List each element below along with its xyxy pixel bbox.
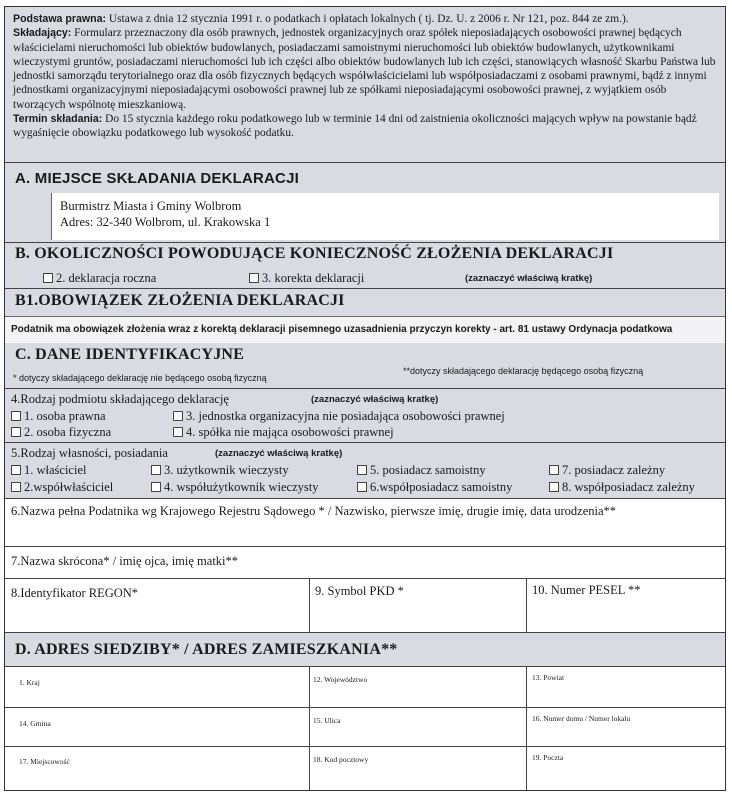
- section-d-grid: [5, 667, 725, 790]
- field-8-label: 8.Identyfikator REGON*: [11, 586, 139, 600]
- checkbox[interactable]: [151, 482, 161, 492]
- field-4-title: 4.Rodzaj podmiotu składającego deklarację: [11, 392, 229, 406]
- field-7[interactable]: [5, 547, 725, 579]
- field-4-hint: (zaznaczyć właściwą kratkę): [311, 394, 439, 405]
- field-commune[interactable]: 14. Gmina: [19, 719, 51, 728]
- field-9-label: 9. Symbol PKD *: [315, 584, 404, 598]
- section-b1-title: B1.OBOWIĄZEK ZŁOŻENIA DEKLARACJI: [15, 292, 345, 309]
- field-6[interactable]: [5, 499, 725, 547]
- section-a-content: [51, 193, 719, 240]
- section-c-title: C. DANE IDENTYFIKACYJNE: [15, 346, 245, 363]
- checkbox[interactable]: [357, 465, 367, 475]
- field-5-opt-1-label: 1. właściciel: [24, 463, 87, 477]
- field-6-label: 6.Nazwa pełna Podatnika wg Krajowego Rejestru Sądowego * / Nazwisko, pierwsze imię, drugie imię, data urodzenia**: [11, 504, 617, 518]
- office-address: Adres: 32-340 Wolbrom, ul. Krakowska 1: [60, 215, 271, 229]
- intro-text: [13, 12, 717, 141]
- divider: [526, 667, 527, 790]
- divider: [309, 579, 310, 633]
- section-b1: [5, 289, 725, 343]
- field-4-opt-4[interactable]: [173, 425, 394, 440]
- field-4: [5, 389, 725, 443]
- field-5-opt-5[interactable]: [357, 463, 486, 478]
- checkbox[interactable]: [11, 482, 21, 492]
- checkbox[interactable]: [549, 465, 559, 475]
- field-5-title: 5.Rodzaj własności, posiadania: [11, 446, 168, 460]
- field-5-hint: (zaznaczyć właściwą kratkę): [215, 448, 343, 459]
- checkbox[interactable]: [11, 465, 21, 475]
- field-4-opt-1-label: 1. osoba prawna: [24, 409, 106, 423]
- field-county[interactable]: 13. Powiat: [532, 673, 565, 682]
- checkbox[interactable]: [11, 427, 21, 437]
- section-c-header: [5, 343, 725, 389]
- field-4-opt-3-label: 3. jednostka organizacyjna nie posiadająca osobowości prawnej: [186, 409, 505, 423]
- field-5-opt-1[interactable]: [11, 463, 86, 478]
- field-postal-code[interactable]: 18. Kod pocztowy: [313, 755, 369, 764]
- field-7-label: 7.Nazwa skrócona* / imię ojca, imię matki**: [11, 554, 239, 568]
- option-annual-label: 2. deklaracja roczna: [56, 271, 157, 285]
- checkbox[interactable]: [549, 482, 559, 492]
- divider: [526, 579, 527, 633]
- section-d-title: D. ADRES SIEDZIBY* / ADRES ZAMIESZKANIA**: [15, 641, 398, 658]
- checkbox[interactable]: [43, 273, 53, 283]
- section-b-hint: (zaznaczyć właściwą kratkę): [465, 273, 593, 284]
- field-5-opt-2-label: 2.współwłaściciel: [24, 480, 114, 494]
- section-b-title: B. OKOLICZNOŚCI POWODUJĄCE KONIECZNOŚĆ ZŁOŻENIA DEKLARACJI: [15, 245, 614, 262]
- field-5-opt-2[interactable]: [11, 480, 113, 495]
- section-b1-text: Podatnik ma obowiązek złożenia wraz z korektą deklaracji pisemnego uzasadnienia przyczyn korekty - art. 81 ustawy Ordynacja podatkowa: [11, 324, 673, 335]
- field-city[interactable]: 17. Miejscowość: [19, 757, 70, 766]
- field-4-opt-3[interactable]: [173, 409, 505, 424]
- section-d-header: [5, 633, 725, 667]
- field-4-opt-2[interactable]: [11, 425, 111, 440]
- checkbox[interactable]: [357, 482, 367, 492]
- field-street[interactable]: 15. Ulica: [313, 716, 341, 725]
- field-5-opt-4-label: 4. współużytkownik wieczysty: [164, 480, 319, 494]
- declaration-form: [4, 6, 726, 791]
- checkbox[interactable]: [151, 465, 161, 475]
- field-5-opt-6-label: 6.współposiadacz samoistny: [370, 480, 513, 494]
- field-5-opt-8-label: 8. współposiadacz zależny: [562, 480, 695, 494]
- field-5-opt-4[interactable]: [151, 480, 319, 495]
- office-name: Burmistrz Miasta i Gminy Wolbrom: [60, 199, 242, 213]
- filer-text: Formularz przeznaczony dla osób prawnych, jednostek organizacyjnych oraz spółek nieposiadających osobowości prawnej będących właścicielami nieruchomości lub obiektów budowlanych, posiadaczami samoistnymi nieruchomości lub obiektów budowlanych, użytkownikami wieczystymi gruntów, posiadaczami nieruchomości lub ich części albo obiektów budowlanych lub ich części, stanowiących własność Skarbu Państwa lub jednostki samorządu terytorialnego oraz dla osób fizycznych będących współwłaścicielami lub współposiadaczami z osobami prawnymi, bądź z innymi jednostkami organizacyjnymi nieposiadającymi osobowości prawnej lub ze spółkami nieposiadającymi osobowości prawnej, z wyjątkiem osób tworzących wspólnotę mieszkaniową.: [13, 27, 716, 111]
- checkbox[interactable]: [173, 427, 183, 437]
- field-5-opt-5-label: 5. posiadacz samoistny: [370, 463, 486, 477]
- filer-label: Składający:: [13, 27, 72, 40]
- divider: [5, 707, 725, 708]
- field-5-opt-7-label: 7. posiadacz zależny: [562, 463, 666, 477]
- field-house-number[interactable]: 16. Numer domu / Numer lokalu: [532, 714, 631, 723]
- field-5-opt-6[interactable]: [357, 480, 512, 495]
- option-correction[interactable]: [249, 271, 364, 286]
- field-4-opt-1[interactable]: [11, 409, 106, 424]
- field-4-opt-4-label: 4. spółka nie mająca osobowości prawnej: [186, 425, 394, 439]
- deadline-text: Do 15 stycznia każdego roku podatkowego lub w terminie 14 dni od zaistnienia okoliczności mających wpływ na powstanie bądź wygaśnięcie obowiązku podatkowego lub wysokość podatku.: [13, 113, 697, 140]
- field-5-opt-3-label: 3. użytkownik wieczysty: [164, 463, 289, 477]
- option-annual[interactable]: [43, 271, 156, 286]
- field-4-opt-2-label: 2. osoba fizyczna: [24, 425, 112, 439]
- divider: [5, 746, 725, 747]
- field-5: [5, 443, 725, 499]
- field-voivodeship[interactable]: 12. Województwo: [313, 675, 368, 684]
- section-a-title: A. MIEJSCE SKŁADANIA DEKLARACJI: [15, 170, 300, 187]
- note-legal-person: * dotyczy składającego deklarację nie będącego osobą fizyczną: [13, 373, 267, 383]
- field-10-label: 10. Numer PESEL **: [532, 583, 641, 597]
- field-5-opt-8[interactable]: [549, 480, 695, 495]
- legal-basis-text: Ustawa z dnia 12 stycznia 1991 r. o podatkach i opłatach lokalnych ( tj. Dz. U. z 2006 r. Nr 121, poz. 844 ze zm.).: [108, 13, 629, 25]
- field-country[interactable]: 1. Kraj: [19, 678, 40, 687]
- option-correction-label: 3. korekta deklaracji: [262, 271, 365, 285]
- checkbox[interactable]: [249, 273, 259, 283]
- divider: [309, 667, 310, 790]
- section-a: [5, 163, 725, 243]
- section-b1-body: [5, 316, 725, 343]
- section-b: [5, 243, 725, 289]
- field-5-opt-7[interactable]: [549, 463, 665, 478]
- field-post-office[interactable]: 19. Poczta: [532, 753, 564, 762]
- intro-section: [5, 7, 725, 163]
- checkbox[interactable]: [11, 411, 21, 421]
- legal-basis-label: Podstawa prawna:: [13, 13, 107, 25]
- checkbox[interactable]: [173, 411, 183, 421]
- field-5-opt-3[interactable]: [151, 463, 289, 478]
- deadline-label: Termin składania:: [13, 113, 103, 126]
- fields-8-9-10: [5, 579, 725, 633]
- note-natural-person: **dotyczy składającego deklarację będącego osobą fizyczną: [403, 366, 644, 376]
